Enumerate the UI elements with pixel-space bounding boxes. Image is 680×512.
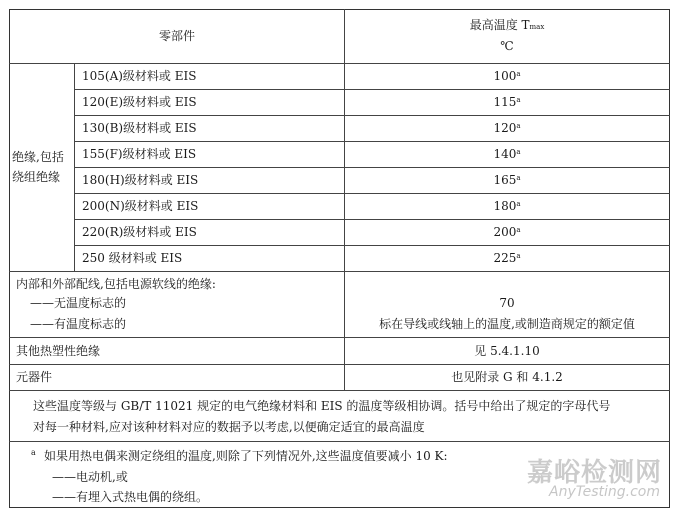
temp-value: 180 [493, 199, 517, 213]
rule-row-6 [74, 219, 670, 220]
rule-col-main [344, 9, 345, 390]
footnote-a-mark: a [31, 448, 36, 457]
note-line-2: 对每一种材料,应对该种材料对应的数据予以考虑,以便确定适宜的最高温度 [33, 420, 425, 434]
header-max-temp-label: 最高温度 T [469, 18, 530, 32]
temp-value: 140 [493, 147, 517, 161]
watermark-en: AnyTesting.com [549, 484, 660, 500]
rule-row-2 [74, 115, 670, 116]
thermoplastic-label: 其他热塑性绝缘 [16, 344, 101, 358]
temp-value: 115 [493, 95, 517, 109]
insulation-group-label-1: 绝缘,包括 [12, 150, 64, 164]
rule-row-1 [74, 89, 670, 90]
watermark-cn: 嘉峪检测网 [526, 458, 662, 488]
insulation-material-6: 200(N)级材料或 EIS [82, 199, 199, 213]
wiring-no-mark: ——无温度标志的 [30, 296, 127, 310]
insulation-group-label-2: 绕组绝缘 [12, 170, 61, 184]
rule-row-3 [74, 141, 670, 142]
footnote-mark: a [516, 96, 521, 104]
temp-value: 225 [493, 251, 517, 265]
insulation-temp-1 [493, 70, 520, 82]
footnote-mark: a [516, 148, 521, 156]
insulation-material-3: 130(B)级材料或 EIS [82, 121, 197, 135]
footnote-a-line-2: ——电动机,或 [52, 470, 128, 484]
insulation-material-2: 120(E)级材料或 EIS [82, 95, 197, 109]
components-label: 元器件 [16, 370, 53, 384]
header-unit: ℃ [500, 39, 514, 53]
wiring-no-mark-value: 70 [499, 296, 515, 310]
rule-col-group [74, 63, 75, 271]
rule-components-bottom [9, 390, 670, 391]
insulation-temp-3 [493, 122, 520, 134]
rule-thermoplastic-bottom [9, 364, 670, 365]
insulation-material-5: 180(H)级材料或 EIS [82, 173, 199, 187]
footnote-a-line-3: ——有埋入式热电偶的绕组。 [52, 490, 209, 504]
rule-row-4 [74, 167, 670, 168]
rule-row-5 [74, 193, 670, 194]
footnote-mark: a [516, 252, 521, 260]
footnote-mark: a [516, 174, 521, 182]
insulation-temp-7 [493, 226, 520, 238]
insulation-material-8: 250 级材料或 EIS [82, 251, 183, 265]
wiring-with-mark-value: 标在导线或线轴上的温度,或制造商规定的额定值 [379, 317, 635, 331]
thermoplastic-value: 见 5.4.1.10 [474, 344, 540, 358]
rule-header-bottom [9, 63, 670, 64]
header-max-temp-subscript: max [529, 23, 545, 31]
footnote-mark: a [516, 226, 521, 234]
wiring-title: 内部和外部配线,包括电源软线的绝缘: [16, 277, 216, 291]
rule-note-bottom [9, 441, 670, 442]
temp-value: 200 [493, 225, 517, 239]
wiring-with-mark: ——有温度标志的 [30, 317, 127, 331]
temp-value: 100 [493, 69, 517, 83]
rule-insulation-bottom [9, 271, 670, 272]
footnote-mark: a [516, 70, 521, 78]
temp-value: 120 [493, 121, 517, 135]
temp-value: 165 [493, 173, 517, 187]
insulation-temp-2 [493, 96, 520, 108]
footnote-mark: a [516, 200, 521, 208]
insulation-temp-5 [493, 174, 520, 186]
header-component: 零部件 [158, 29, 196, 43]
footnote-mark: a [516, 122, 521, 130]
rule-wiring-bottom [9, 337, 670, 338]
footnote-a-line-1: 如果用热电偶来测定绕组的温度,则除了下列情况外,这些温度值要减小 10 K: [44, 449, 448, 463]
insulation-temp-8 [493, 252, 520, 264]
insulation-material-1: 105(A)级材料或 EIS [82, 69, 197, 83]
rule-row-7 [74, 245, 670, 246]
header-max-temp [470, 19, 545, 31]
insulation-material-7: 220(R)级材料或 EIS [82, 225, 197, 239]
insulation-material-4: 155(F)级材料或 EIS [82, 147, 197, 161]
insulation-temp-4 [493, 148, 520, 160]
components-value: 也见附录 G 和 4.1.2 [451, 370, 563, 384]
insulation-temp-6 [493, 200, 520, 212]
note-line-1: 这些温度等级与 GB/T 11021 规定的电气绝缘材料和 EIS 的温度等级相协调。括号中给出了规定的字母代号 [33, 399, 611, 413]
